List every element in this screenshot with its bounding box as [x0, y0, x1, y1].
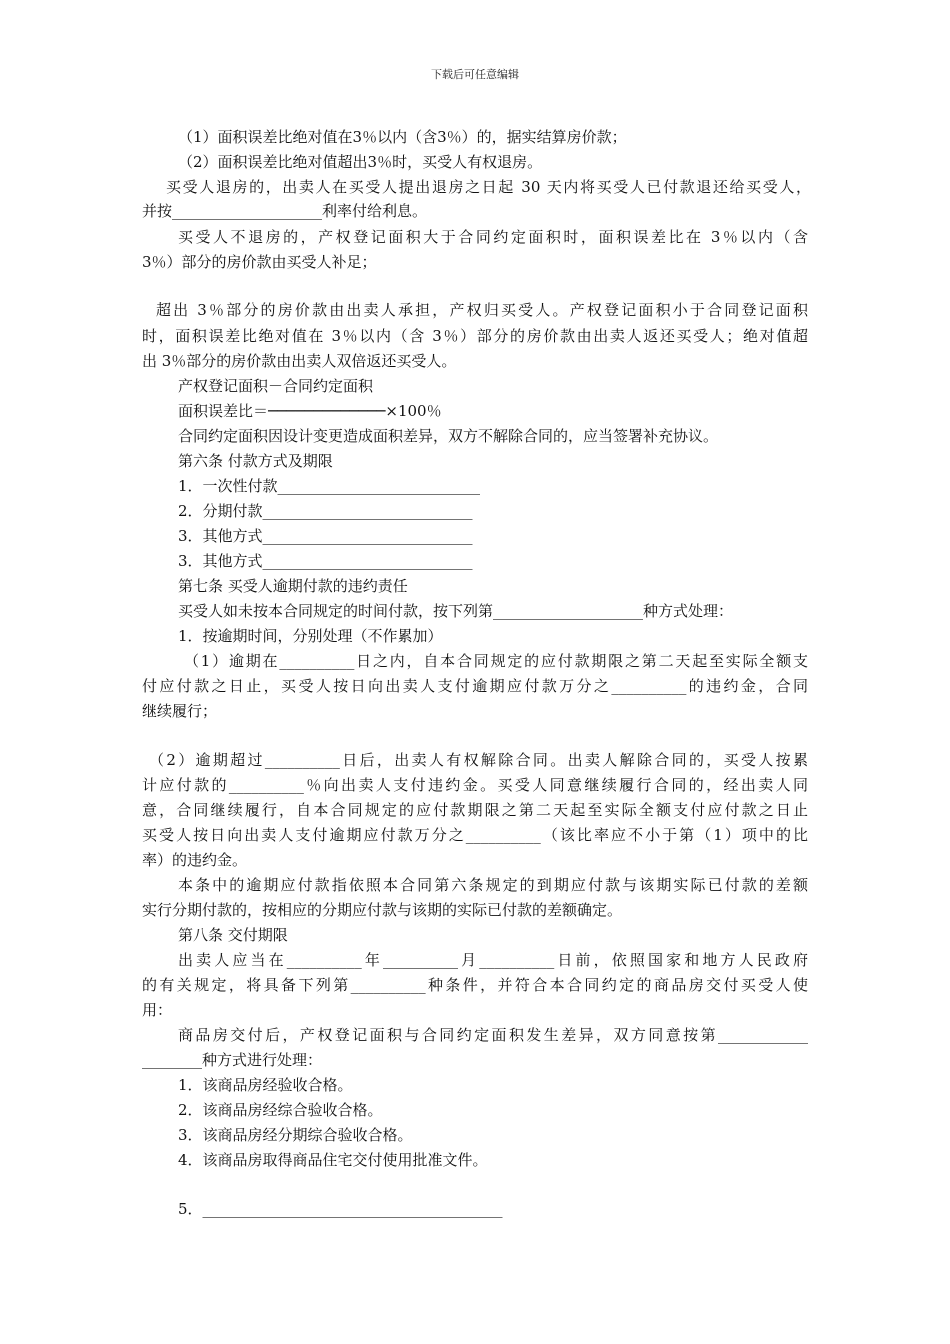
paragraph-line: 时，面积误差比绝对值在 3％以内（含 3％）部分的房价款由出卖人返还买受人；绝对值超	[142, 327, 808, 345]
list-item: 2．分期付款____________________________	[178, 502, 473, 520]
list-item: 2．该商品房经综合验收合格。	[178, 1101, 383, 1119]
list-item: 3．该商品房经分期综合验收合格。	[178, 1126, 413, 1144]
list-item: 3．其他方式____________________________	[178, 552, 473, 570]
paragraph-line: 率）的违约金。	[142, 851, 248, 869]
section-heading: 第七条 买受人逾期付款的违约责任	[178, 577, 408, 595]
paragraph-line: （2）面积误差比绝对值超出3％时，买受人有权退房。	[178, 153, 543, 171]
paragraph-line: 本条中的逾期应付款指依照本合同第六条规定的到期应付款与该期实际已付款的差额	[178, 876, 808, 894]
paragraph-line: 付应付款之日止，买受人按日向出卖人支付逾期应付款万分之__________的违约金，合同	[142, 677, 808, 695]
list-item: 1．该商品房经验收合格。	[178, 1076, 353, 1094]
list-item: 1．按逾期时间，分别处理（不作累加）	[178, 627, 443, 645]
paragraph-line: 买受人按日向出卖人支付逾期应付款万分之__________（该比率应不小于第（1）项中的比	[142, 826, 808, 844]
formula-line: 面积误差比＝─────────────×100％	[178, 402, 442, 420]
paragraph-line: 出卖人应当在__________年__________月__________日前，依照国家和地方人民政府	[178, 951, 808, 969]
paragraph-line: 超出 3％部分的房价款由出卖人承担，产权归买受人。产权登记面积小于合同登记面积	[156, 301, 808, 319]
paragraph-line: 买受人如未按本合同规定的时间付款，按下列第____________________种方式处理：	[178, 602, 734, 620]
paragraph-line: 买受人不退房的，产权登记面积大于合同约定面积时，面积误差比在 3％以内（含	[178, 228, 808, 246]
paragraph-line: 实行分期付款的，按相应的分期应付款与该期的实际已付款的差额确定。	[142, 901, 623, 919]
paragraph-line: 出 3％部分的房价款由出卖人双倍返还买受人。	[142, 352, 457, 370]
paragraph-line: （1）逾期在__________日之内，自本合同规定的应付款期限之第二天起至实际全额支	[184, 652, 808, 670]
formula-numerator: 产权登记面积－合同约定面积	[178, 377, 374, 395]
paragraph-line: 3％）部分的房价款由买受人补足；	[142, 253, 377, 271]
section-heading: 第六条 付款方式及期限	[178, 452, 333, 470]
paragraph-line: 并按____________________利率付给利息。	[142, 202, 428, 220]
list-item: 5．________________________________________	[178, 1200, 503, 1218]
paragraph-line: 合同约定面积因设计变更造成面积差异，双方不解除合同的，应当签署补充协议。	[178, 427, 719, 445]
page-header: 下载后可任意编辑	[431, 68, 519, 81]
paragraph-line: （1）面积误差比绝对值在3％以内（含3％）的，据实结算房价款；	[178, 128, 627, 146]
list-item: 3．其他方式____________________________	[178, 527, 473, 545]
paragraph-line: 用：	[142, 1001, 173, 1019]
paragraph-line: 的有关规定，将具备下列第__________种条件，并符合本合同约定的商品房交付买受人使	[142, 976, 808, 994]
paragraph-line: 意，合同继续履行，自本合同规定的应付款期限之第二天起至实际全额支付应付款之日止	[142, 801, 808, 819]
paragraph-line: 计应付款的__________％向出卖人支付违约金。买受人同意继续履行合同的，经出卖人同	[142, 776, 808, 794]
paragraph-line: 买受人退房的，出卖人在买受人提出退房之日起 30 天内将买受人已付款退还给买受人，	[166, 178, 811, 196]
list-item: 4．该商品房取得商品住宅交付使用批准文件。	[178, 1151, 488, 1169]
paragraph-line: （2）逾期超过__________日后，出卖人有权解除合同。出卖人解除合同的，买受人按累	[149, 751, 808, 769]
paragraph-line: ________种方式进行处理：	[142, 1051, 323, 1069]
paragraph-line: 继续履行；	[142, 702, 218, 720]
paragraph-line: 商品房交付后，产权登记面积与合同约定面积发生差异，双方同意按第____________	[178, 1026, 808, 1044]
list-item: 1．一次性付款___________________________	[178, 477, 481, 495]
section-heading: 第八条 交付期限	[178, 926, 288, 944]
